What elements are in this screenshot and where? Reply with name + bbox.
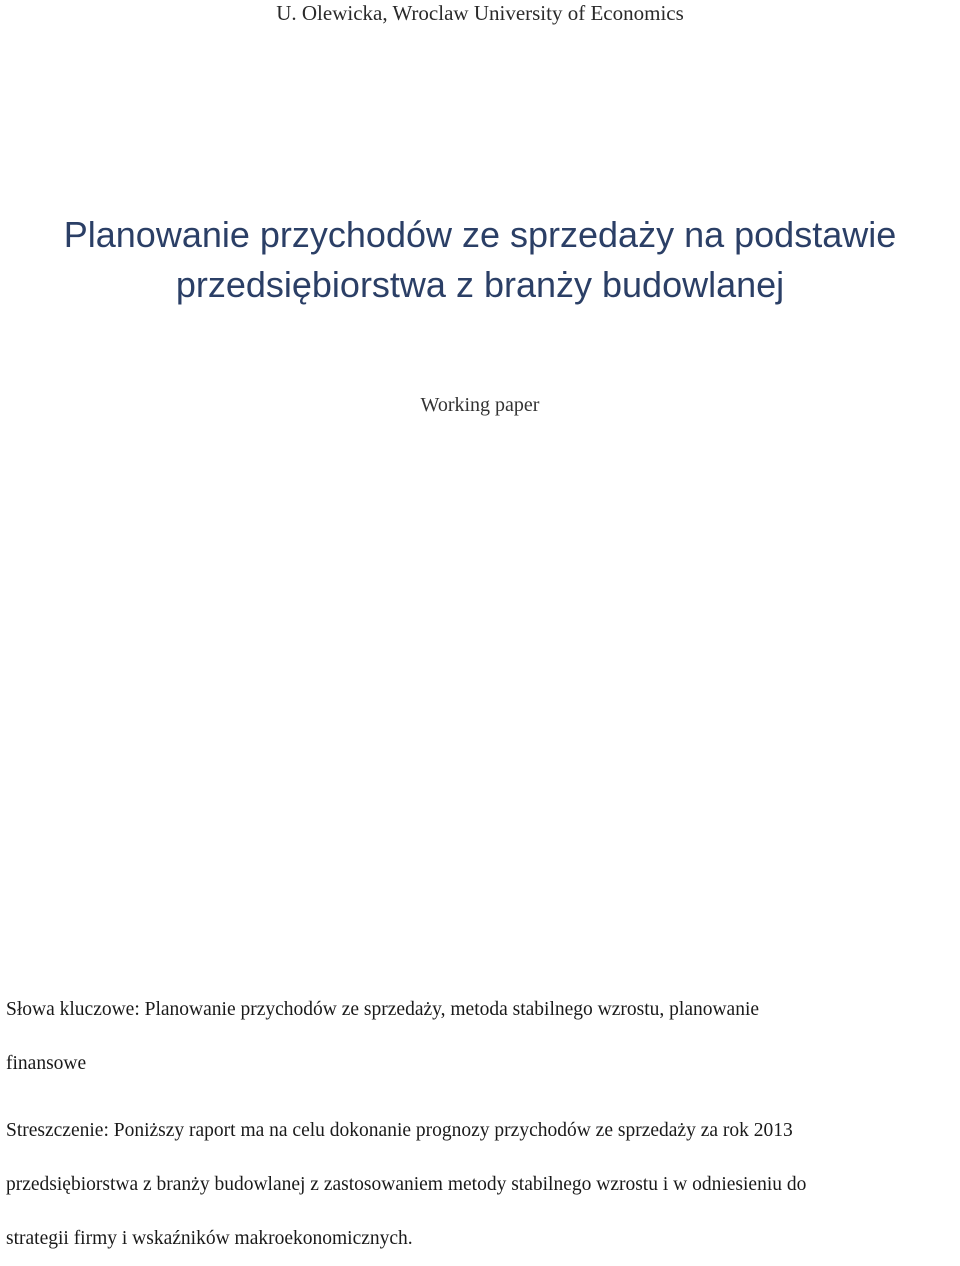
abstract-line-1: Streszczenie: Poniższy raport ma na celu dokonanie prognozy przychodów ze sprzedaży za rok 2013 <box>6 1120 793 1141</box>
abstract-line-3: strategii firmy i wskaźników makroekonomicznych. <box>6 1228 413 1249</box>
keywords-line-1: Słowa kluczowe: Planowanie przychodów ze sprzedaży, metoda stabilnego wzrostu, planowanie <box>6 999 760 1020</box>
paper-title <box>0 210 960 310</box>
keywords-line-2: finansowe <box>6 1053 87 1074</box>
paper-subtitle: Working paper <box>420 394 540 416</box>
abstract-paragraph <box>6 1104 960 1266</box>
keywords-paragraph <box>6 983 946 1091</box>
author-header: U. Olewicka, Wroclaw University of Economics <box>276 1 684 25</box>
abstract-line-2: przedsiębiorstwa z branży budowlanej z zastosowaniem metody stabilnego wzrostu i w odniesieniu do <box>6 1174 807 1195</box>
paper-title-line-1: Planowanie przychodów ze sprzedaży na podstawie <box>63 214 897 255</box>
paper-title-line-2: przedsiębiorstwa z branży budowlanej <box>175 264 785 305</box>
